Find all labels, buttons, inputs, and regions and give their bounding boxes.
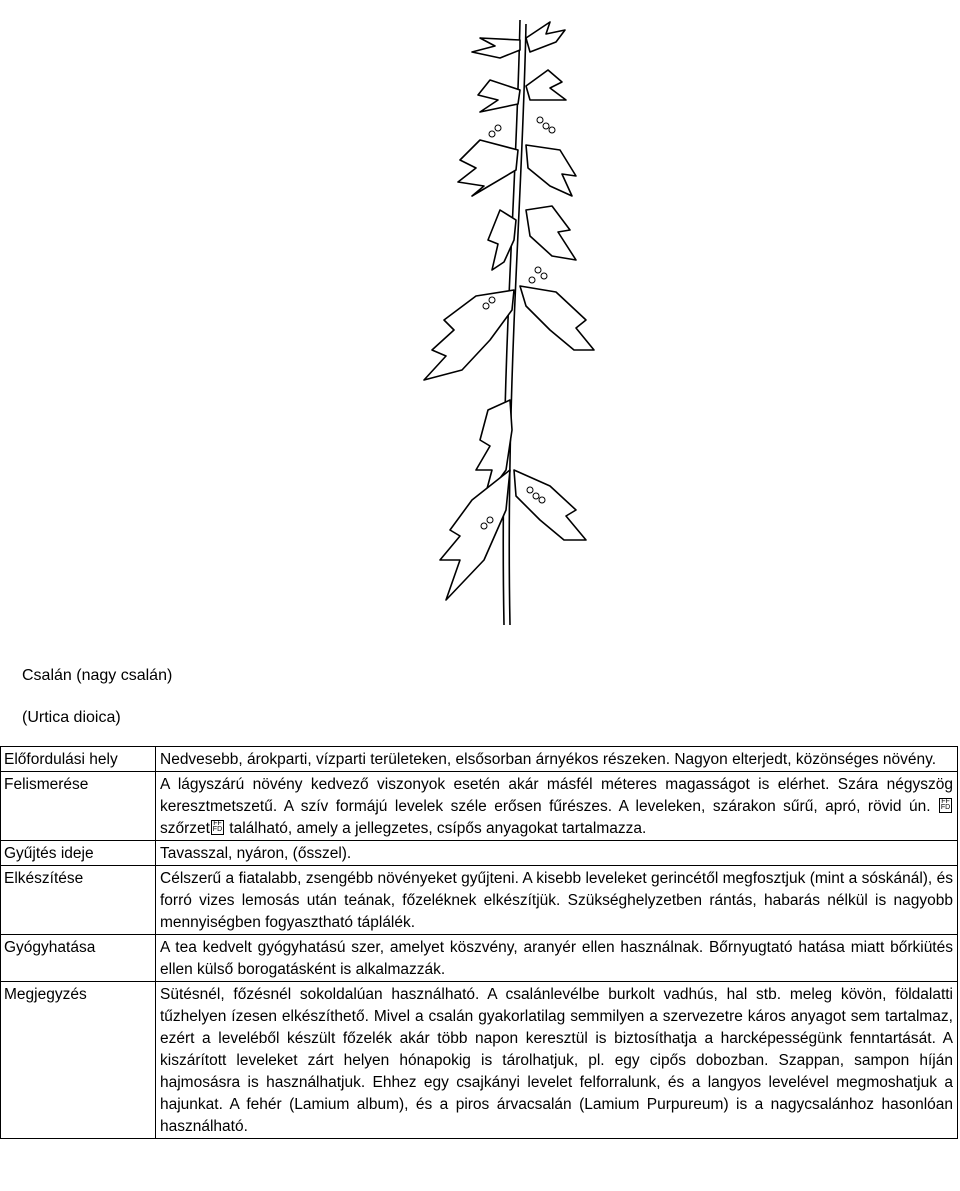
row-text: Nedvesebb, árokparti, vízparti területeken, elsősorban árnyékos részeken. Nagyon elterjedt, közönséges növény. [156,747,958,772]
table-row [1,935,958,982]
leaf [526,70,566,100]
plant-info-table [0,746,958,1139]
leaf [526,22,565,52]
missing-glyph-icon: FF FD [212,820,223,833]
row-text: Célszerű a fiatalabb, zsengébb növényeket gyűjteni. A kisebb leveleket gerincétől megfosztjuk (mint a sóskánál), és forró vizes lemosás után teának, főzeléknek elkészítjük. Szükséghelyzetben rántás, habarás nélkül is nagyobb mennyiségben fogyasztható táplálék. [156,866,958,935]
row-label: Gyógyhatása [1,935,156,982]
nettle-illustration [380,0,620,640]
table-row [1,982,958,1139]
row-text [156,772,958,841]
row-label: Gyűjtés ideje [1,841,156,866]
row-text-term: szőrzet [160,820,210,837]
row-text: Tavasszal, nyáron, (ősszel). [156,841,958,866]
leaf [472,38,520,58]
row-label: Megjegyzés [1,982,156,1139]
row-label: Előfordulási hely [1,747,156,772]
table-row [1,772,958,841]
plant-latin-name: (Urtica dioica) [22,709,121,726]
leaf [458,140,518,196]
row-text: A tea kedvelt gyógyhatású szer, amelyet köszvény, aranyér ellen használnak. Bőrnyugtató hatása miatt bőrkiütés ellen külső borogatásként is alkalmazzák. [156,935,958,982]
table-row [1,866,958,935]
row-label: Felismerése [1,772,156,841]
leaf [526,206,576,260]
leaf [440,470,510,600]
leaf [514,470,586,540]
row-text-part: A lágyszárú növény kedvező viszonyok esetén akár másfél méteres magasságot is elérhet. Szára négyszög keresztmetszetű. A szív formájú levelek széle erősen fűrészes. A leveleken, szárakon sűrű, apró, rövid ún. [160,776,953,815]
table-row [1,841,958,866]
leaf [488,210,516,270]
row-label: Elkészítése [1,866,156,935]
leaf [478,80,520,112]
missing-glyph-icon: FF FD [940,798,951,811]
leaf [424,290,514,380]
row-text-part: található, amely a jellegzetes, csípős anyagokat tartalmazza. [229,820,647,837]
leaf [520,286,594,350]
row-text: Sütésnél, főzésnél sokoldalúan használható. A csalánlevélbe burkolt vadhús, hal stb. meleg kövön, földalatti tűzhelyen ízesen elkészíthető. Mivel a csalán gyakorlatilag semmilyen a szervezetre káros anyagot sem tartalmaz, ezért a leveléből készült főzelék akár több napon keresztül is biztosíthatja a harcképességünk fenntartását. A kiszárított leveleket zárt helyen hónapokig is tárolhatjuk, pl. egy cipős dobozban. Szappan, sampon híján hajmosásra is használhatjuk. Ehhez egy csajkányi levelet felforralunk, és a langyos levelével megmoshatjuk a hajunkat. A fehér (Lamium album), és a piros árvacsalán (Lamium Purpureum) is a nagycsalánhoz hasonlóan használható. [156,982,958,1139]
leaf [526,145,576,196]
plant-title: Csalán (nagy csalán) [22,667,173,684]
table-row [1,747,958,772]
stem [503,20,520,625]
